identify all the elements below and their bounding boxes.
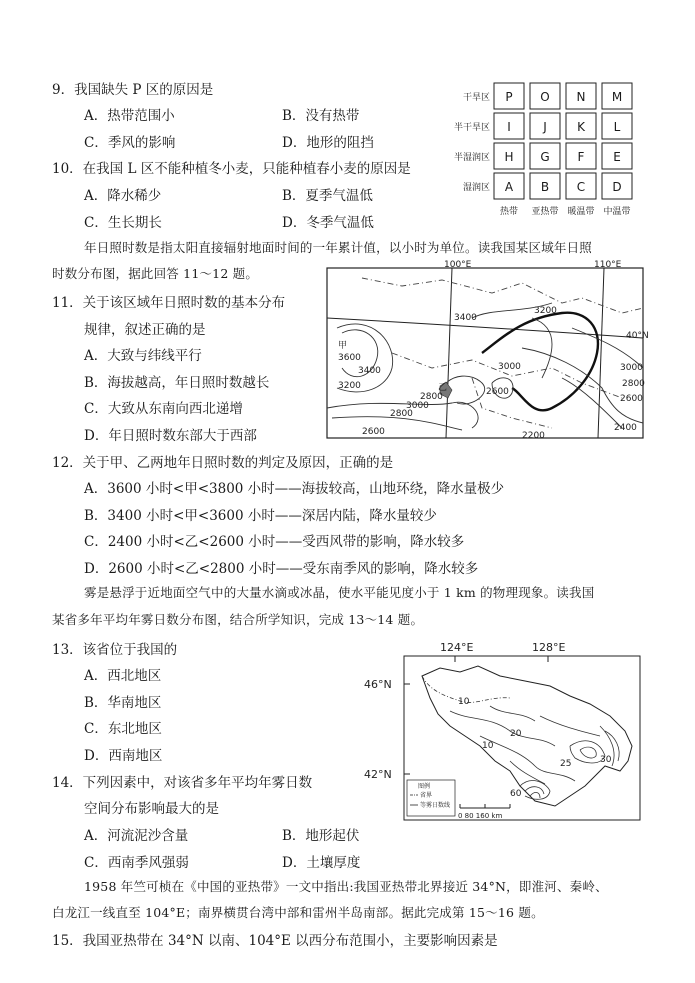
q10-option-a[interactable]: A．降水稀少 <box>84 188 162 204</box>
fog-contour-label: 60 <box>510 789 522 799</box>
grid-cell: F <box>577 150 585 164</box>
grid-cell: L <box>613 120 621 134</box>
intro-11-12-line1: 年日照时数是指太阳直接辐射地面时间的一年累计值，以小时为单位。读我国某区域年日照 <box>84 240 593 255</box>
legend-item: 等雾日数线 <box>420 802 451 809</box>
grid-cell: I <box>507 120 511 134</box>
intro-13-14-line2: 某省多年平均年雾日数分布图，结合所学知识，完成 13～14 题。 <box>52 612 424 627</box>
contour-label: 2800 <box>420 392 443 402</box>
q13-option-b[interactable]: B．华南地区 <box>84 695 162 711</box>
fog-days-map <box>360 636 650 824</box>
q13-option-d[interactable]: D．西南地区 <box>84 748 163 764</box>
grid-col-label: 热带 <box>499 207 519 217</box>
fog-map-lat-label: 46°N <box>364 678 392 691</box>
intro-15-16-line2: 白龙江一线直至 104°E；南界横贯台湾中部和雷州半岛南部。据此完成第 15～16 题。 <box>52 905 544 920</box>
map-lon-label: 110°E <box>594 260 622 270</box>
contour-label: 2600 <box>620 394 643 404</box>
q11-stem-line1: 11．关于该区域年日照时数的基本分布 <box>52 295 286 311</box>
grid-row-label: 半湿润区 <box>453 153 490 163</box>
q9-option-d[interactable]: D．地形的阻挡 <box>282 135 374 151</box>
fog-contour-label: 30 <box>600 755 612 765</box>
contour-label: 3000 <box>620 363 643 373</box>
grid-cell: E <box>613 150 621 164</box>
contour-label: 3400 <box>358 366 381 376</box>
q14-stem-line2: 空间分布影响最大的是 <box>84 801 219 817</box>
fog-map-lon-label: 124°E <box>440 641 474 654</box>
intro-15-16-line1: 1958 年竺可桢在《中国的亚热带》一文中指出:我国亚热带北界接近 34°N，即淮河、秦岭、 <box>84 879 608 894</box>
q14-option-b[interactable]: B．地形起伏 <box>282 828 360 844</box>
contour-label: 3000 <box>498 362 521 372</box>
fog-map-lon-label: 128°E <box>532 641 566 654</box>
grid-cell: O <box>540 90 550 104</box>
grid-cell: K <box>577 120 585 134</box>
q10-option-c[interactable]: C．生长期长 <box>84 215 162 231</box>
q14-stem-line1: 14．下列因素中，对该省多年平均年雾日数 <box>52 775 313 791</box>
scale-label: 0 80 160 km <box>458 812 503 820</box>
q12-option-b[interactable]: B．3400 小时<甲<3600 小时——深居内陆，降水量较少 <box>84 508 437 524</box>
q13-option-c[interactable]: C．东北地区 <box>84 721 162 737</box>
q12-option-d[interactable]: D．2600 小时<乙<2800 小时——受东南季风的影响，降水较多 <box>84 561 479 577</box>
q11-option-a[interactable]: A．大致与纬线平行 <box>84 348 202 364</box>
grid-cell: D <box>612 180 622 194</box>
contour-label: 2600 <box>486 387 509 397</box>
q13-stem: 13．该省位于我国的 <box>52 642 178 658</box>
q14-option-a[interactable]: A．河流泥沙含量 <box>84 828 189 844</box>
q15-stem: 15．我国亚热带在 34°N 以南、104°E 以西分布范围小，主要影响因素是 <box>52 933 498 949</box>
contour-label: 3000 <box>406 401 429 411</box>
grid-col-label: 暖温带 <box>567 207 595 217</box>
grid-cell: P <box>505 90 513 104</box>
fog-map-lat-label: 42°N <box>364 768 392 781</box>
grid-cell: G <box>540 150 550 164</box>
map-lon-label: 100°E <box>444 260 472 270</box>
grid-row-label: 干旱区 <box>462 93 490 103</box>
contour-label: 3400 <box>454 313 477 323</box>
q14-option-c[interactable]: C．西南季风强弱 <box>84 855 189 871</box>
q11-stem-line2: 规律，叙述正确的是 <box>84 322 206 338</box>
place-jia: 甲 <box>338 341 348 351</box>
fog-contour-label: 20 <box>510 729 522 739</box>
fog-contour-label: 10 <box>458 697 470 707</box>
legend-item: 省界 <box>420 792 433 799</box>
fog-contour-label: 10 <box>482 741 494 751</box>
grid-col-label: 亚热带 <box>531 207 559 217</box>
contour-label: 3200 <box>534 306 557 316</box>
q9-option-b[interactable]: B．没有热带 <box>282 108 360 124</box>
contour-label: 2800 <box>622 379 645 389</box>
fog-contour-label: 25 <box>560 759 572 769</box>
q11-option-b[interactable]: B．海拔越高，年日照时数越长 <box>84 375 270 391</box>
grid-cell: C <box>576 180 586 194</box>
grid-cell: A <box>504 180 514 194</box>
grid-cell: M <box>611 90 623 104</box>
q10-stem: 10．在我国 L 区不能种植冬小麦，只能种植春小麦的原因是 <box>52 161 411 177</box>
legend-title: 图例 <box>418 783 431 790</box>
intro-13-14-line1: 雾是悬浮于近地面空气中的大量水滴或冰晶，使水平能见度小于 1 km 的物理现象。读我国 <box>84 585 595 600</box>
contour-label: 3200 <box>338 381 361 391</box>
contour-label: 2200 <box>522 431 545 441</box>
contour-label: 2800 <box>390 409 413 419</box>
grid-cell: N <box>576 90 586 104</box>
q10-option-b[interactable]: B．夏季气温低 <box>282 188 373 204</box>
q9-stem: 9．我国缺失 P 区的原因是 <box>52 82 214 98</box>
place-yi: 乙 <box>438 383 448 393</box>
intro-11-12-line2: 时数分布图，据此回答 11～12 题。 <box>52 266 259 281</box>
q14-option-d[interactable]: D．土壤厚度 <box>282 855 361 871</box>
q12-option-c[interactable]: C．2400 小时<乙<2600 小时——受西风带的影响，降水较多 <box>84 534 465 550</box>
grid-row-label: 湿润区 <box>462 183 490 193</box>
contour-label: 2400 <box>614 423 637 433</box>
grid-cell: B <box>540 180 550 194</box>
q12-stem: 12．关于甲、乙两地年日照时数的判定及原因，正确的是 <box>52 455 394 471</box>
grid-row-label: 半干旱区 <box>453 123 490 133</box>
contour-label: 3600 <box>338 353 361 363</box>
climate-zone-grid-figure <box>440 80 640 220</box>
q12-option-a[interactable]: A．3600 小时<甲<3800 小时——海拔较高，山地环绕，降水量极少 <box>84 481 505 497</box>
grid-col-label: 中温带 <box>603 207 631 217</box>
grid-cell: H <box>504 150 514 164</box>
q9-option-c[interactable]: C．季风的影响 <box>84 135 176 151</box>
q11-option-c[interactable]: C．大致从东南向西北递增 <box>84 401 243 417</box>
contour-label: 2600 <box>362 427 385 437</box>
q11-option-d[interactable]: D．年日照时数东部大于西部 <box>84 428 257 444</box>
sunshine-hours-map <box>322 258 658 444</box>
grid-cell: J <box>543 120 547 134</box>
q13-option-a[interactable]: A．西北地区 <box>84 668 162 684</box>
q10-option-d[interactable]: D．冬季气温低 <box>282 215 374 231</box>
map-lat-label: 40°N <box>626 331 649 341</box>
q9-option-a[interactable]: A．热带范围小 <box>84 108 175 124</box>
